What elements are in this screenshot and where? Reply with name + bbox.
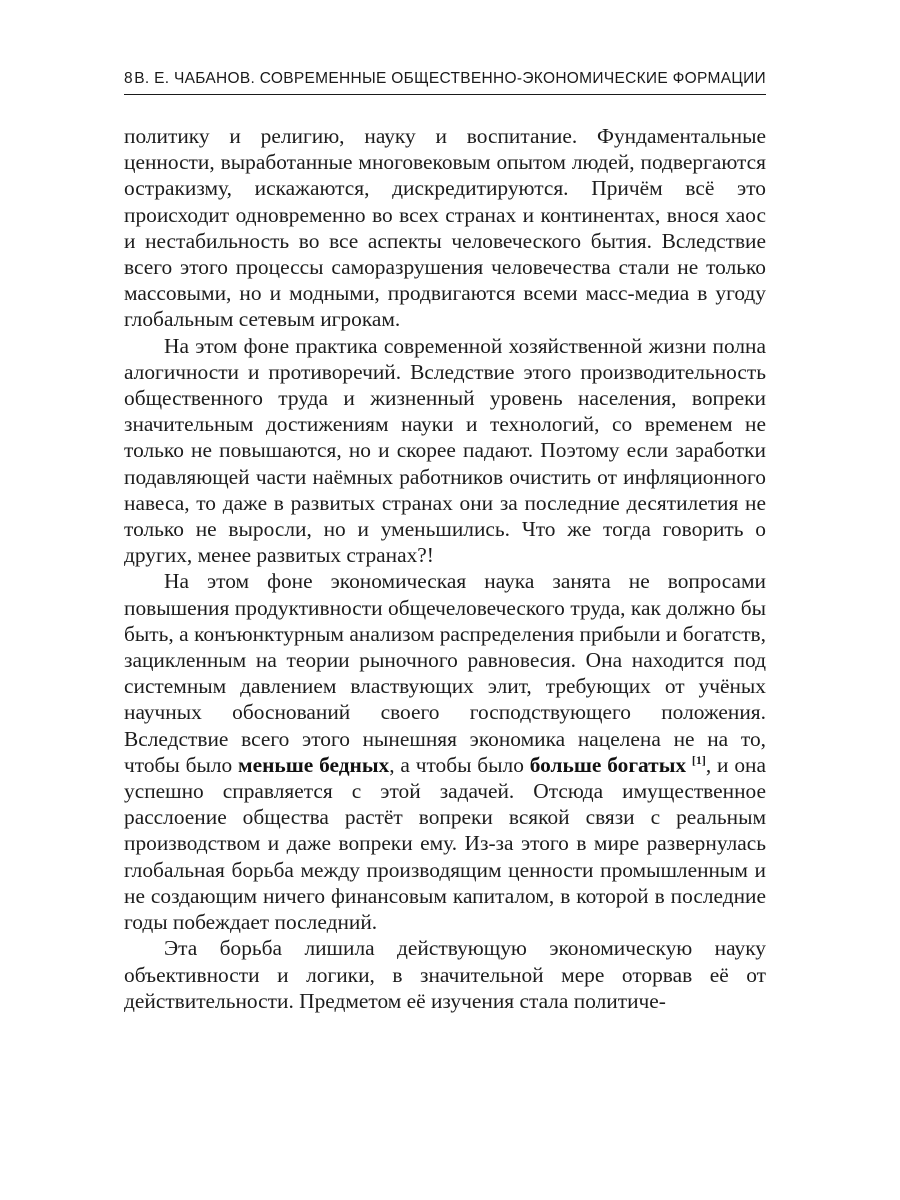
running-header	[124, 70, 766, 92]
main-text	[124, 123, 766, 1014]
paragraph-3-text-middle: , а чтобы было	[389, 752, 530, 777]
paragraph-3-text-after: , и она успешно справляется с этой задачей. Отсюда имущественное расслоение общества растёт вопреки всякой связи с реальным производством и даже вопреки ему. Из-за этого в мире развернулась глобальная борьба между производящим ценности промышленным и не создающим ничего финансовым капиталом, в которой в последние годы побеждает последний.	[124, 752, 766, 935]
paragraph-4: Эта борьба лишила действующую экономическую науку объективности и логики, в значительной мере оторвав её от действительности. Предметом её изучения стала политиче-	[124, 936, 766, 1013]
running-header-title: В. Е. ЧАБАНОВ. СОВРЕМЕННЫЕ ОБЩЕСТВЕННО-ЭКОНОМИЧЕСКИЕ ФОРМАЦИИ	[134, 70, 766, 87]
paragraph-1: политику и религию, науку и воспитание. Фундаментальные ценности, выработанные многовековым опытом людей, подвергаются остракизму, искажаются, дискредитируются. Причём всё это происходит одновременно во всех странах и континентах, внося хаос и нестабильность во все аспекты человеческого бытия. Вследствие всего этого процессы саморазрушения человечества стали не только массовыми, но и модными, продвигаются всеми масс-медиа в угоду глобальным сетевым игрокам.	[124, 124, 766, 332]
header-divider	[124, 94, 766, 95]
paragraph-2: На этом фоне практика современной хозяйственной жизни полна алогичности и противоречий. Вследствие этого производительность общественного труда и жизненный уровень населения, вопреки значительным достижениям науки и технологий, со временем не только не повышаются, но и скорее падают. Поэтому если заработки подавляющей части наёмных работников очистить от инфляционного навеса, то даже в развитых странах они за последние десятилетия не только не выросли, но и уменьшились. Что же тогда говорить о других, менее развитых странах?!	[124, 333, 766, 568]
paragraph-3	[124, 568, 766, 935]
bold-phrase-more-rich: больше богатых	[529, 752, 687, 777]
bold-phrase-fewer-poor: меньше бедных	[238, 752, 390, 777]
paragraph-3-text-before: На этом фоне экономическая наука занята не вопросами повышения продуктивности общечеловеческого труда, как должно бы быть, а конъюнктурным анализом распределения прибыли и богатств, зацикленным на теории рыночного равновесия. Она находится под системным давлением властвующих элит, требующих от учёных научных обоснований своего господствующего положения. Вследствие всего этого нынешняя экономика нацелена не на то, чтобы было	[124, 569, 766, 777]
note-reference: [1]	[691, 752, 706, 767]
page-number: 8	[124, 70, 133, 87]
